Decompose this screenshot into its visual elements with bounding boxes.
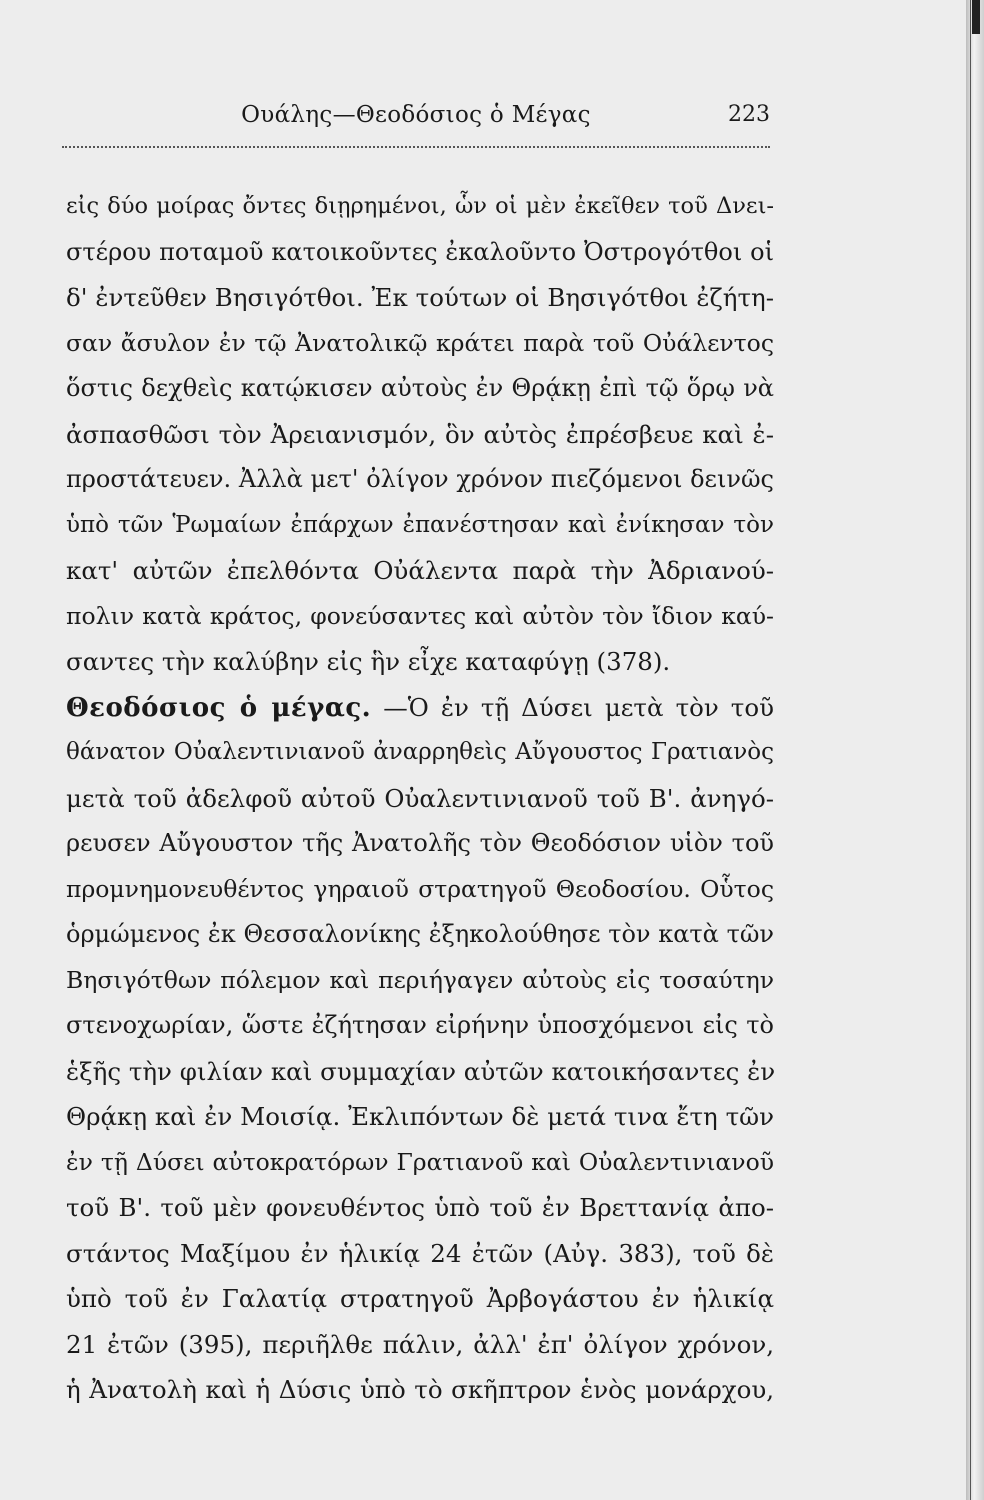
text-line: ἐν τῇ Δύσει αὐτοκρατόρων Γρατιανοῦ καὶ Οὐαλεντινιανοῦ [66,1147,774,1176]
text-line: ὑπὸ τῶν Ῥωμαίων ἐπάρχων ἐπανέστησαν καὶ ἐνίκησαν τὸν [66,511,774,538]
body-text [66,184,774,1413]
page-number: 223 [728,102,770,127]
section-heading: Θεοδόσιος ὁ μέγας. [66,692,372,723]
text-line: ρευσεν Αὔγουστον τῆς Ἀνατολῆς τὸν Θεοδόσιον υἱὸν τοῦ [66,829,774,857]
section-first-line [66,685,774,731]
text-line: προμνημονευθέντος γηραιοῦ στρατηγοῦ Θεοδοσίου. Οὗτος [66,874,774,903]
text-line: ὁρμώμενος ἐκ Θεσσαλονίκης ἐξηκολούθησε τὸν κατὰ τῶν [66,920,774,948]
text-line: ὑπὸ τοῦ ἐν Γαλατίᾳ στρατηγοῦ Ἀρβογάστου ἐν ἡλικίᾳ [66,1284,774,1313]
text-line: τοῦ Β'. τοῦ μὲν φονευθέντος ὑπὸ τοῦ ἐν Βρεττανίᾳ ἀπο- [66,1193,774,1222]
text-line: σαντες τὴν καλύβην εἰς ἣν εἶχε καταφύγῃ (378). [66,647,671,676]
text-line: ὅστις δεχθεὶς κατῴκισεν αὐτοὺς ἐν Θρᾴκῃ ἐπὶ τῷ ὅρῳ νὰ [66,374,774,402]
running-header [62,96,770,136]
text-line: εἰς δύο μοίρας ὄντες διῃρημένοι, ὧν οἱ μὲν ἐκεῖθεν τοῦ Δνει- [66,193,774,219]
text-line: σαν ἄσυλον ἐν τῷ Ἀνατολικῷ κράτει παρὰ τοῦ Οὐάλεντος [66,328,774,357]
text-line: προστάτευεν. Ἀλλὰ μετ' ὀλίγον χρόνον πιεζόμενοι δεινῶς [66,465,774,493]
text-line: πολιν κατὰ κράτος, φονεύσαντες καὶ αὐτὸν τὸν ἴδιον καύ- [66,601,774,630]
text-line: στέρου ποταμοῦ κατοικοῦντες ἐκαλοῦντο Ὀστρογότθοι οἱ [66,237,774,266]
text-line: μετὰ τοῦ ἀδελφοῦ αὐτοῦ Οὐαλεντινιανοῦ τοῦ Β'. ἀνηγό- [66,783,774,813]
text-line: στάντος Μαξίμου ἐν ἡλικίᾳ 24 ἐτῶν (Αὐγ. 383), τοῦ δὲ [66,1238,774,1268]
text-line: Βησιγότθων πόλεμον καὶ περιήγαγεν αὐτοὺς εἰς τοσαύτην [66,965,774,994]
text-line-fragment: —Ὁ ἐν τῇ Δύσει μετὰ τὸν τοῦ [383,692,774,722]
text-line: Θρᾴκῃ καὶ ἐν Μοισίᾳ. Ἐκλιπόντων δὲ μετά τινα ἔτη τῶν [66,1102,774,1131]
text-line: ἀσπασθῶσι τὸν Ἀρειανισμόν, ὃν αὐτὸς ἐπρέσβευε καὶ ἐ- [66,419,774,449]
text-line: ἡ Ἀνατολὴ καὶ ἡ Δύσις ὑπὸ τὸ σκῆπτρον ἑνὸς μονάρχου, [66,1375,774,1404]
text-line: 21 ἐτῶν (395), περιῆλθε πάλιν, ἀλλ' ἐπ' ὀλίγον χρόνον, [66,1329,774,1359]
header-rule [62,146,770,148]
page-edge [966,0,984,1500]
text-line: δ' ἐντεῦθεν Βησιγότθοι. Ἐκ τούτων οἱ Βησιγότθοι ἐζήτη- [66,283,774,312]
text-line: κατ' αὐτῶν ἐπελθόντα Οὐάλεντα παρὰ τὴν Ἀδριανού- [66,556,774,585]
running-title: Ουάλης—Θεοδόσιος ὁ Μέγας [241,102,591,128]
text-line: ἑξῆς τὴν φιλίαν καὶ συμμαχίαν αὐτῶν κατοικήσαντες ἐν [66,1056,776,1086]
text-line: θάνατον Οὐαλεντινιανοῦ ἀναρρηθεὶς Αὔγουστος Γρατιανὸς [66,739,774,765]
text-line: στενοχωρίαν, ὥστε ἐζήτησαν εἰρήνην ὑποσχόμενοι εἰς τὸ [66,1011,774,1039]
